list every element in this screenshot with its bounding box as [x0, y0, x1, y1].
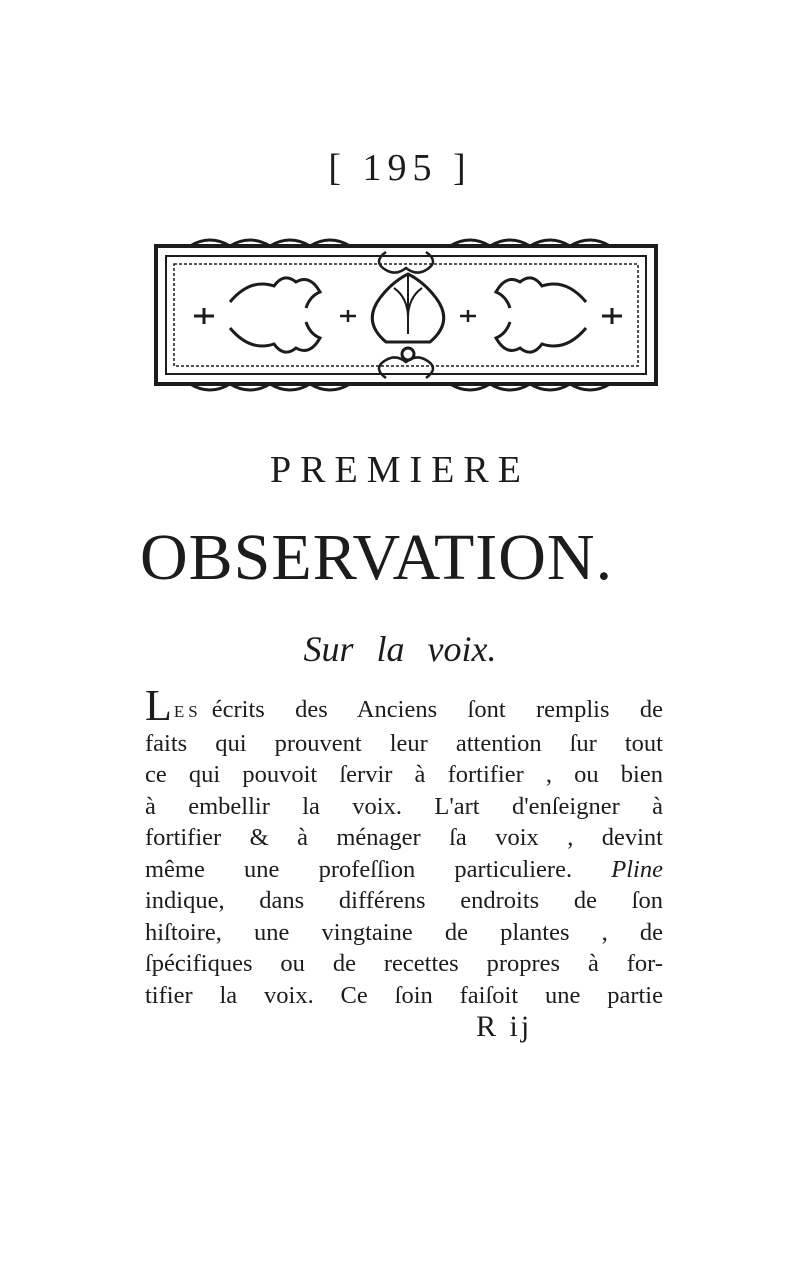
subtitle: Sur la voix. — [303, 629, 497, 669]
text-line: indique, dans différens endroits de ſon — [145, 887, 663, 914]
text-line: ſpécifiques ou de recettes propres à for- — [145, 950, 663, 977]
small-caps: ES — [173, 702, 202, 721]
text-line: à embellir la voix. L'art d'enſeigner à — [145, 792, 663, 820]
ornamental-headpiece-icon — [150, 232, 666, 400]
text-line: tifier la voix. Ce ſoin faiſoit une partie — [145, 981, 663, 1009]
signature-mark: R ij — [476, 1010, 533, 1043]
text-line-content: même une profeſſion particuliere. — [145, 855, 573, 883]
page-number: [ 195 ] — [328, 147, 472, 189]
text-line: hiſtoire, une vingtaine de plantes , de — [145, 918, 663, 946]
text-line-content: écrits des Anciens ſont remplis de — [211, 696, 663, 723]
italic-name: Pline — [611, 855, 663, 883]
text-line — [145, 681, 663, 730]
body-paragraph — [145, 681, 663, 1011]
heading-premiere: PREMIERE — [270, 449, 530, 491]
text-line: ce qui pouvoit ſervir à fortifier , ou bien — [145, 761, 663, 788]
text-line — [145, 854, 663, 886]
text-line: faits qui prouvent leur attention ſur tout — [145, 729, 663, 757]
heading-observation: OBSERVATION. — [140, 521, 614, 594]
drop-cap: L — [145, 681, 172, 730]
text-line: fortifier & à ménager ſa voix , devint — [145, 824, 663, 851]
